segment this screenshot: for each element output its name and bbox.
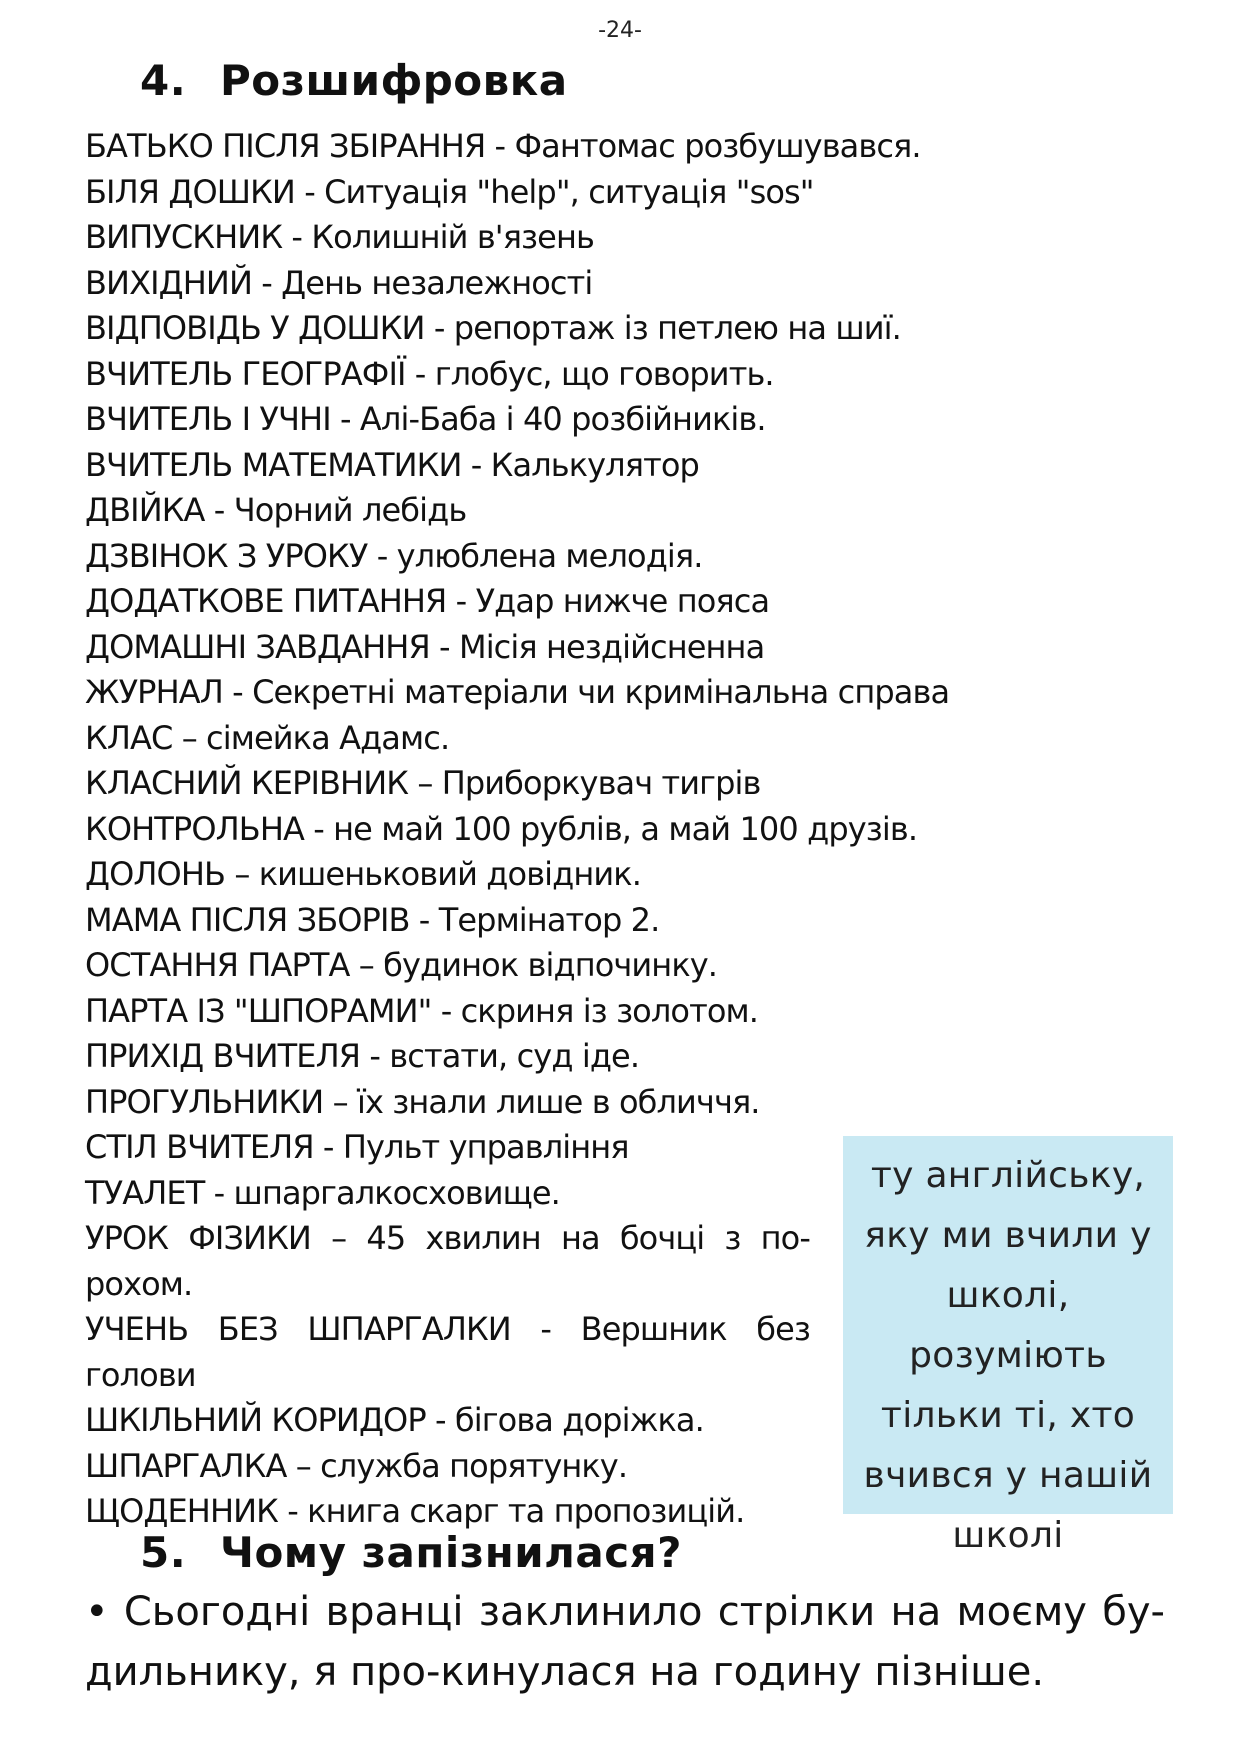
glossary-entry: КЛАС – сімейка Адамс. — [85, 718, 450, 757]
quote-line: розуміють — [909, 1335, 1107, 1376]
section-5-heading — [140, 1528, 682, 1577]
glossary-entry: УРОК ФІЗИКИ – 45 хвилин на бочці з по-рохом. — [85, 1219, 810, 1303]
glossary-entry: ВЧИТЕЛЬ ГЕОГРАФІЇ - глобус, що говорить. — [85, 354, 774, 393]
page-number: -24- — [598, 18, 642, 43]
quote-line: школі, — [946, 1275, 1070, 1316]
glossary-entry: ШПАРГАЛКА – служба порятунку. — [85, 1446, 628, 1485]
quote-line: вчився у нашій — [863, 1455, 1153, 1496]
section-4-title: Розшифровка — [220, 56, 568, 105]
glossary-list — [85, 124, 950, 1535]
glossary-entry: КЛАСНИЙ КЕРІВНИК – Приборкувач тигрів — [85, 764, 761, 802]
glossary-entry: ЩОДЕННИК - книга скарг та пропозицій. — [85, 1492, 745, 1530]
glossary-entry: БАТЬКО ПІСЛЯ ЗБІРАННЯ - Фантомас розбушувався. — [85, 127, 921, 165]
quote-line: школі — [952, 1515, 1064, 1556]
glossary-entry: ПРОГУЛЬНИКИ – їх знали лише в обличчя. — [85, 1082, 760, 1121]
bullet-paragraph: • Сьогодні вранці заклинило стрілки на моєму бу-дильнику, я про-кинулася на годину пізніше. — [85, 1589, 1165, 1695]
section-5-title: Чому запізнилася? — [220, 1528, 682, 1577]
glossary-entry: ВЧИТЕЛЬ І УЧНІ - Алі-Баба і 40 розбійників. — [85, 400, 766, 438]
quote-box — [843, 1136, 1173, 1556]
glossary-entry: ДОДАТКОВЕ ПИТАННЯ - Удар нижче пояса — [85, 582, 770, 620]
glossary-entry: ДВІЙКА - Чорний лебідь — [85, 491, 467, 529]
section-4-heading — [140, 56, 568, 105]
glossary-entry: ВЧИТЕЛЬ МАТЕМАТИКИ - Калькулятор — [85, 445, 699, 484]
quote-line: тільки ті, хто — [880, 1395, 1136, 1436]
section-5-number: 5. — [140, 1528, 187, 1577]
glossary-entry: ВИХІДНИЙ - День незалежності — [85, 263, 593, 302]
glossary-entry: ДОМАШНІ ЗАВДАННЯ - Місія нездійсненна — [85, 627, 765, 666]
section-4-number: 4. — [140, 56, 187, 105]
quote-line: ту англійську, — [870, 1155, 1146, 1196]
glossary-entry: КОНТРОЛЬНА - не май 100 рублів, а май 100 друзів. — [85, 809, 918, 848]
glossary-entry: ПРИХІД ВЧИТЕЛЯ - встати, суд іде. — [85, 1037, 640, 1075]
glossary-entry: ОСТАННЯ ПАРТА – будинок відпочинку. — [85, 946, 718, 984]
glossary-entry: ТУАЛЕТ - шпаргалкосховище. — [85, 1173, 560, 1212]
glossary-entry: СТІЛ ВЧИТЕЛЯ - Пульт управління — [85, 1128, 629, 1166]
quote-line: яку ми вчили у — [864, 1215, 1152, 1256]
glossary-entry: ВИПУСКНИК - Колишній в'язень — [85, 218, 594, 256]
glossary-entry: МАМА ПІСЛЯ ЗБОРІВ - Термінатор 2. — [85, 900, 660, 939]
glossary-entry: ДОЛОНЬ – кишеньковий довідник. — [85, 855, 642, 893]
glossary-entry: ПАРТА ІЗ "ШПОРАМИ" - скриня із золотом. — [85, 991, 759, 1030]
glossary-entry: БІЛЯ ДОШКИ - Ситуація "help", ситуація "sos" — [85, 172, 814, 211]
glossary-entry: УЧЕНЬ БЕЗ ШПАРГАЛКИ - Вершник без голови — [85, 1310, 810, 1394]
glossary-entry: ДЗВІНОК З УРОКУ - улюблена мелодія. — [85, 536, 703, 575]
glossary-entry: ЖУРНАЛ - Секретні матеріали чи кримінальна справа — [85, 673, 950, 711]
glossary-entry: ВІДПОВІДЬ У ДОШКИ - репортаж із петлею на шиї. — [85, 309, 901, 347]
glossary-entry: ШКІЛЬНИЙ КОРИДОР - бігова доріжка. — [85, 1401, 704, 1439]
